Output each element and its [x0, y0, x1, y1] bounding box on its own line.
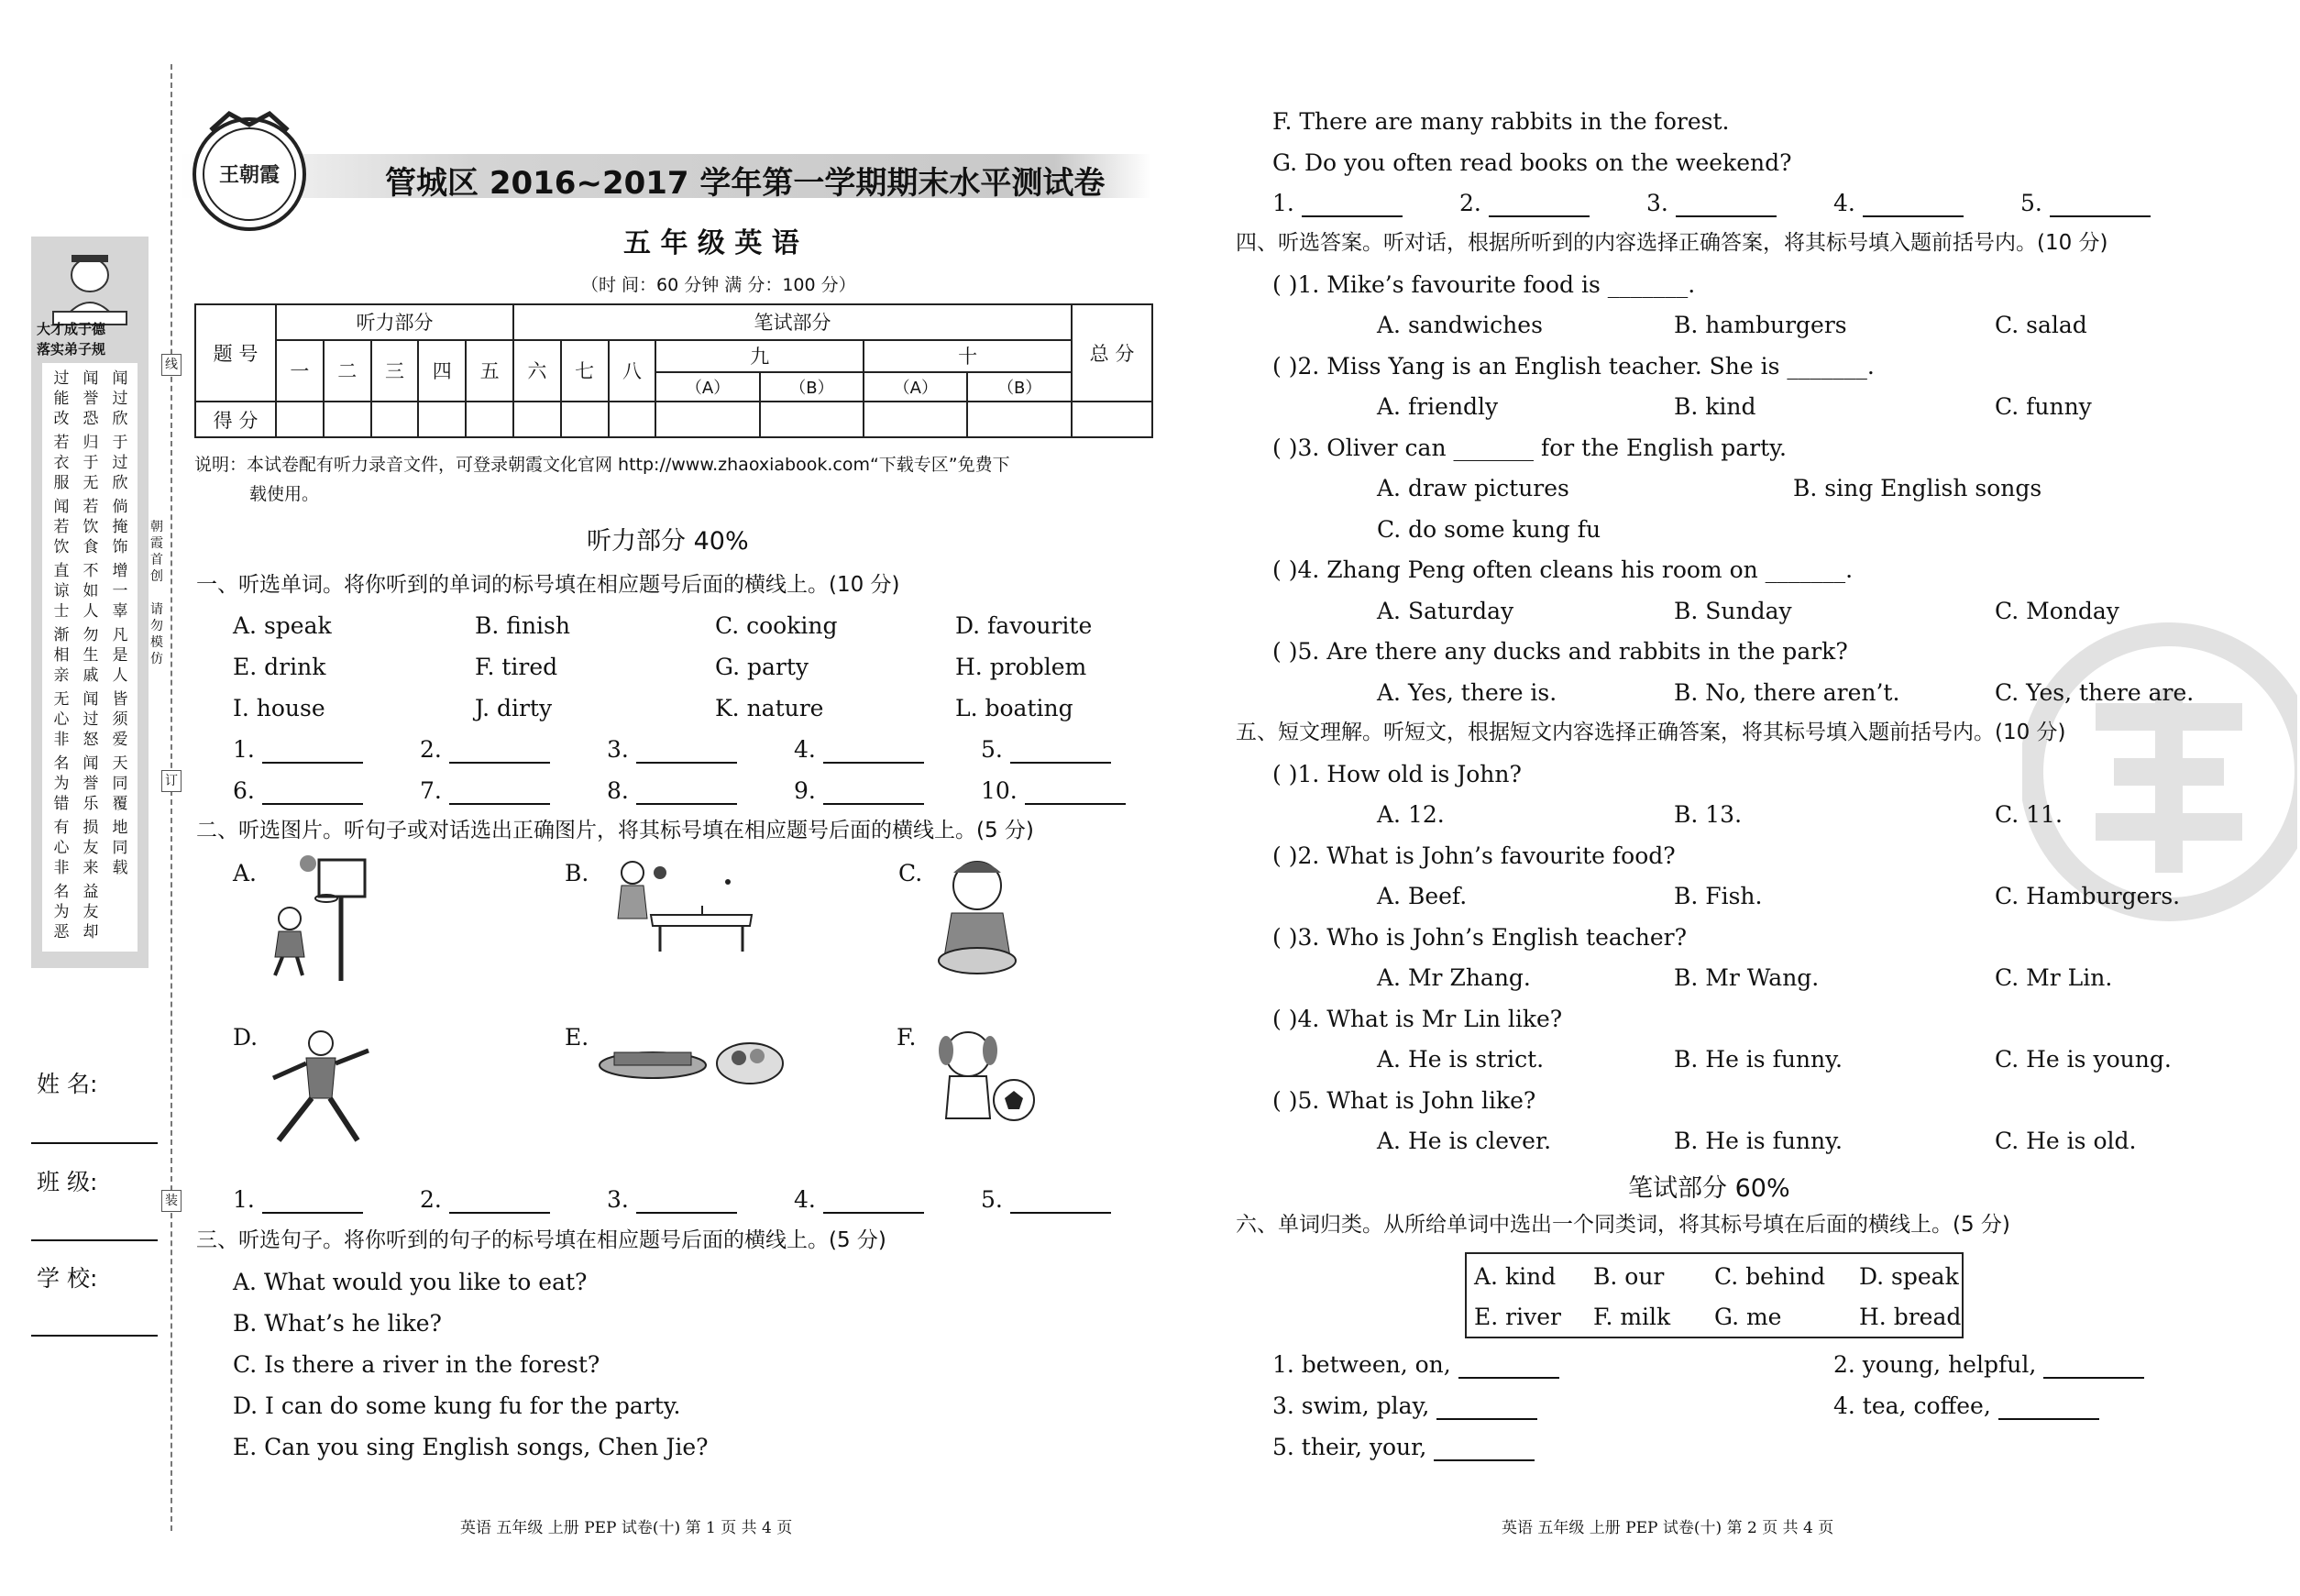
q1-option-l: L. boating [955, 695, 1073, 721]
motto-phrase: 不 如 人 [83, 562, 99, 621]
motto-phrase: 于 过 欣 [112, 434, 128, 492]
motto-phrase: 增 一 辜 [112, 562, 128, 621]
vocab-box [1465, 1252, 1964, 1338]
q6-item-3[interactable]: 3. swim, play, [1272, 1392, 1537, 1420]
q2-blank-3[interactable]: 3. [607, 1186, 737, 1214]
score-label: 得 分 [195, 402, 276, 437]
col-4: 四 [418, 340, 466, 402]
motto-phrase: 闻 过 怒 [83, 690, 99, 749]
q2-blank-2[interactable]: 2. [420, 1186, 550, 1214]
motto-column-1 [50, 369, 73, 946]
q4-5-opt-c: C. Yes, there are. [1995, 679, 2195, 706]
q1-blank-8[interactable]: 8. [607, 777, 737, 805]
col-2: 二 [324, 340, 371, 402]
q4-3-opt-c: C. do some kung fu [1377, 516, 1601, 543]
q3-option-d: D. I can do some kung fu for the party. [233, 1392, 681, 1419]
score-table [194, 303, 1153, 438]
q4-stem-2[interactable]: ( )2. Miss Yang is an English teacher. She is _______. [1272, 353, 1875, 380]
q4-3-opt-b: B. sing English songs [1793, 475, 2042, 501]
q6-item-4[interactable]: 4. tea, coffee, [1833, 1392, 2099, 1420]
q5-5-opt-a: A. He is clever. [1377, 1128, 1552, 1154]
pic-label-d: D. [233, 1024, 259, 1051]
q3-blank-3[interactable]: 3. [1646, 190, 1777, 217]
q1-option-j: J. dirty [475, 695, 553, 721]
writing-group-header: 笔试部分 [513, 304, 1072, 340]
binding-line [171, 64, 172, 1531]
motto-phrase: 地 同 载 [112, 819, 128, 877]
motto-phrase: 天 同 覆 [112, 754, 128, 813]
motto-column-3 [108, 369, 132, 882]
q2-blank-1[interactable]: 1. [233, 1186, 363, 1214]
q1-option-h: H. problem [955, 654, 1087, 680]
listening-heading: 听力部分 40% [587, 527, 749, 556]
q3-blank-2[interactable]: 2. [1459, 190, 1590, 217]
q4-1-opt-b: B. hamburgers [1674, 312, 1847, 338]
brand-logo [183, 103, 321, 240]
q5-stem-5[interactable]: ( )5. What is John like? [1272, 1087, 1536, 1114]
seal-mark-2: 订 [161, 770, 182, 792]
q4-1-opt-a: A. sandwiches [1377, 312, 1543, 338]
q1-blank-2[interactable]: 2. [420, 736, 550, 764]
motto-phrase: 过 能 改 [53, 369, 70, 428]
motto-phrase: 若 衣 服 [53, 434, 70, 492]
motto-phrase: 皆 须 爱 [112, 690, 128, 749]
seal-mark-1: 线 [161, 354, 182, 376]
motto-phrase: 直 谅 士 [53, 562, 70, 621]
q5-1-opt-c: C. 11. [1995, 801, 2063, 828]
q5-3-opt-a: A. Mr Zhang. [1377, 964, 1531, 991]
q5-3-opt-b: B. Mr Wang. [1674, 964, 1820, 991]
motto-phrase: 名 为 错 [53, 754, 70, 813]
q1-option-a: A. speak [233, 612, 332, 639]
q4-4-opt-a: A. Saturday [1377, 598, 1514, 624]
subject-title: 五 年 级 英 语 [623, 227, 799, 259]
q1-option-g: G. party [715, 654, 809, 680]
q5-3-opt-c: C. Mr Lin. [1995, 964, 2113, 991]
q1-blank-3[interactable]: 3. [607, 736, 737, 764]
footer-page1: 英语 五年级 上册 PEP 试卷(十) 第 1 页 共 4 页 [460, 1519, 793, 1537]
q3-option-a: A. What would you like to eat? [233, 1269, 588, 1295]
motto-phrase: 无 心 非 [53, 690, 70, 749]
col-8: 八 [609, 340, 656, 402]
q5-5-opt-c: C. He is old. [1995, 1128, 2137, 1154]
school-label: 学 校: [37, 1265, 98, 1292]
q2-blank-5[interactable]: 5. [981, 1186, 1111, 1214]
q5-stem-2[interactable]: ( )2. What is John’s favourite food? [1272, 842, 1676, 869]
col-1: 一 [276, 340, 324, 402]
q1-option-d: D. favourite [955, 612, 1093, 639]
motto-phrase: 损 友 来 [83, 819, 99, 877]
q3-option-g: G. Do you often read books on the weekend? [1272, 149, 1792, 176]
q3-title: 三、听选句子。将你听到的句子的标号填在相应题号后面的横线上。(5 分) [196, 1228, 886, 1252]
time-info: （时 间：60 分钟 满 分：100 分） [581, 275, 856, 295]
motto-phrase: 有 心 非 [53, 819, 70, 877]
motto-phrase: 渐 相 亲 [53, 626, 70, 685]
q5-2-opt-b: B. Fish. [1674, 883, 1763, 909]
food-picture [596, 1030, 788, 1095]
q1-blank-6[interactable]: 6. [233, 777, 363, 805]
q3-blank-1[interactable]: 1. [1272, 190, 1403, 217]
q6-item-2[interactable]: 2. young, helpful, [1833, 1351, 2144, 1379]
q2-title: 二、听选图片。听句子或对话选出正确图片，将其标号填在相应题号后面的横线上。(5 分) [196, 819, 1034, 842]
basketball-picture [262, 854, 391, 983]
q3-option-e: E. Can you sing English songs, Chen Jie? [233, 1434, 709, 1460]
pic-label-c: C. [898, 860, 923, 886]
q1-option-e: E. drink [233, 654, 326, 680]
q1-blank-1[interactable]: 1. [233, 736, 363, 764]
q4-4-opt-c: C. Monday [1995, 598, 2119, 624]
q3-option-c: C. Is there a river in the forest? [233, 1351, 600, 1378]
score-cell[interactable] [276, 402, 324, 437]
q5-2-opt-c: C. Hamburgers. [1995, 883, 2181, 909]
name-field[interactable] [31, 1142, 158, 1144]
q4-stem-1[interactable]: ( )1. Mike’s favourite food is _______. [1272, 271, 1696, 298]
kung-fu-picture [266, 1027, 376, 1146]
q4-2-opt-a: A. friendly [1377, 393, 1499, 420]
q1-option-k: K. nature [715, 695, 824, 721]
motto-phrase: 若 饮 食 [83, 498, 99, 556]
q1-blank-9[interactable]: 9. [794, 777, 924, 805]
vocab-e: E. river [1474, 1304, 1561, 1330]
col-9a: （A） [655, 372, 759, 402]
motto-phrase: 倘 掩 饰 [112, 498, 128, 556]
q4-3-opt-a: A. draw pictures [1377, 475, 1569, 501]
col-10: 十 [864, 340, 1072, 372]
q5-4-opt-b: B. He is funny. [1674, 1046, 1843, 1073]
q5-4-opt-a: A. He is strict. [1377, 1046, 1545, 1073]
q4-5-opt-a: A. Yes, there is. [1377, 679, 1557, 706]
q5-title: 五、短文理解。听短文，根据短文内容选择正确答案，将其标号填入题前括号内。(10 分) [1236, 721, 2066, 744]
q5-5-opt-b: B. He is funny. [1674, 1128, 1843, 1154]
q5-1-opt-b: B. 13. [1674, 801, 1743, 828]
footer-page2: 英语 五年级 上册 PEP 试卷(十) 第 2 页 共 4 页 [1502, 1519, 1834, 1537]
writing-heading: 笔试部分 60% [1628, 1174, 1790, 1203]
q5-4-opt-c: C. He is young. [1995, 1046, 2172, 1073]
q1-blank-10[interactable]: 10. [981, 777, 1126, 805]
col-3: 三 [371, 340, 419, 402]
q3-blank-5[interactable]: 5. [2020, 190, 2151, 217]
vocab-g: G. me [1714, 1304, 1782, 1330]
motto-phrase: 凡 是 人 [112, 626, 128, 685]
motto-column-2 [79, 369, 103, 946]
washing-clothes-picture [922, 854, 1023, 983]
vocab-h: H. bread [1859, 1304, 1962, 1330]
slogan-line1: 大才成于德 [37, 321, 106, 337]
q1-option-c: C. cooking [715, 612, 838, 639]
note-line1: 说明：本试卷配有听力录音文件，可登录朝霞文化官网 http://www.zhaoxiabook.com“下载专区”免费下 [194, 455, 1010, 475]
q3-option-f: F. There are many rabbits in the forest. [1272, 108, 1730, 135]
q4-stem-5[interactable]: ( )5. Are there any ducks and rabbits in the park? [1272, 638, 1848, 665]
exam-title: 管城区 2016~2017 学年第一学期期末水平测试卷 [385, 165, 1106, 202]
pic-label-b: B. [565, 860, 589, 886]
motto-phrase: 归 于 无 [83, 434, 99, 492]
pic-label-f: F. [897, 1024, 917, 1051]
seal-mark-3: 装 [161, 1190, 182, 1212]
q1-option-b: B. finish [475, 612, 570, 639]
vocab-c: C. behind [1714, 1263, 1826, 1290]
q4-1-opt-c: C. salad [1995, 312, 2087, 338]
q1-blank-5[interactable]: 5. [981, 736, 1111, 764]
total-label: 总 分 [1072, 304, 1152, 402]
q5-1-opt-a: A. 12. [1377, 801, 1445, 828]
pic-label-a: A. [233, 860, 258, 886]
vocab-a: A. kind [1474, 1263, 1557, 1290]
vocab-f: F. milk [1593, 1304, 1671, 1330]
dog-ball-picture [922, 1027, 1041, 1128]
logo-text: 王朝霞 [218, 163, 281, 187]
col-9b: （B） [760, 372, 864, 402]
q6-title: 六、单词归类。从所给单词中选出一个同类词，将其标号填在后面的横线上。(5 分) [1236, 1213, 2010, 1237]
motto-phrase: 闻 过 欣 [112, 369, 128, 428]
q4-2-opt-c: C. funny [1995, 393, 2092, 420]
col-9: 九 [655, 340, 864, 372]
ping-pong-picture [596, 854, 761, 955]
q4-5-opt-b: B. No, there aren’t. [1674, 679, 1900, 706]
q1-blank-4[interactable]: 4. [794, 736, 924, 764]
vocab-d: D. speak [1859, 1263, 1959, 1290]
q3-blank-4[interactable]: 4. [1833, 190, 1964, 217]
q2-blank-4[interactable]: 4. [794, 1186, 924, 1214]
row-label: 题 号 [195, 304, 276, 402]
q6-item-5[interactable]: 5. their, your, [1272, 1434, 1535, 1461]
q4-4-opt-b: B. Sunday [1674, 598, 1792, 624]
motto-phrase: 名 为 恶 [53, 883, 70, 941]
col-10a: （A） [864, 372, 967, 402]
q4-stem-4[interactable]: ( )4. Zhang Peng often cleans his room on _______. [1272, 556, 1854, 583]
q6-item-1[interactable]: 1. between, on, [1272, 1351, 1559, 1379]
q4-2-opt-b: B. kind [1674, 393, 1756, 420]
vocab-b: B. our [1593, 1263, 1665, 1290]
q1-option-f: F. tired [475, 654, 558, 680]
q3-option-b: B. What’s he like? [233, 1310, 442, 1337]
listening-group-header: 听力部分 [276, 304, 513, 340]
motto-text-box [42, 363, 138, 952]
q4-title: 四、听选答案。听对话，根据所听到的内容选择正确答案，将其标号填入题前括号内。(10 分) [1236, 231, 2108, 255]
q1-option-i: I. house [233, 695, 325, 721]
col-10b: （B） [967, 372, 1072, 402]
col-5: 五 [466, 340, 513, 402]
motto-phrase: 益 友 却 [83, 883, 99, 941]
pic-label-e: E. [565, 1024, 589, 1051]
q5-stem-4[interactable]: ( )4. What is Mr Lin like? [1272, 1006, 1563, 1032]
q4-stem-3[interactable]: ( )3. Oliver can _______ for the English party. [1272, 435, 1787, 461]
motto-phrase: 闻 若 饮 [53, 498, 70, 556]
motto-phrase: 闻 誉 恐 [83, 369, 99, 428]
margin-note: 朝 霞 首 创 请 勿 模 仿 [150, 520, 163, 666]
school-field[interactable] [31, 1335, 158, 1337]
name-label: 姓 名: [37, 1071, 98, 1097]
motto-phrase: 闻 誉 乐 [83, 754, 99, 813]
q1-title: 一、听选单词。将你听到的单词的标号填在相应题号后面的横线上。(10 分) [196, 573, 900, 597]
note-line2: 载使用。 [249, 484, 320, 504]
q5-stem-1[interactable]: ( )1. How old is John? [1272, 761, 1522, 787]
q5-2-opt-a: A. Beef. [1377, 883, 1468, 909]
slogan-line2: 落实弟子规 [37, 341, 106, 358]
q1-blank-7[interactable]: 7. [420, 777, 550, 805]
col-7: 七 [561, 340, 609, 402]
class-label: 班 级: [37, 1169, 98, 1195]
col-6: 六 [513, 340, 561, 402]
motto-phrase: 勿 生 戚 [83, 626, 99, 685]
class-field[interactable] [31, 1239, 158, 1241]
q5-stem-3[interactable]: ( )3. Who is John’s English teacher? [1272, 924, 1688, 951]
